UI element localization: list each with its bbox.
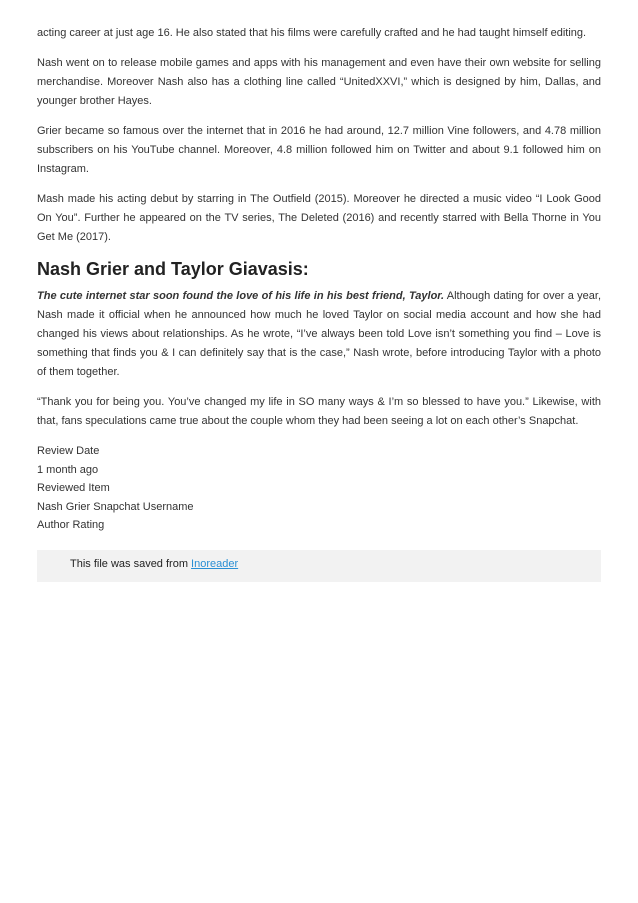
author-rating-label: Author Rating — [37, 519, 105, 531]
article-paragraph-1: acting career at just age 16. He also stated that his films were carefully crafted and he had taught himself editing. — [37, 27, 587, 39]
article-paragraph-2: Nash went on to release mobile games and apps with his management and even have their own website for selling merchandise. Moreover Nash also has a clothing line called “UnitedXXVI,” which is designed by him, Dallas, and younger brother Hayes. — [37, 57, 601, 107]
article-paragraph-4: Mash made his acting debut by starring in The Outfield (2015). Moreover he directed a music video “I Look Good On You”. Further he appeared on the TV series, The Deleted (2016) and recently starred with Bella Thorne in You Get Me (2017). — [37, 193, 601, 243]
section-lead: The cute internet star soon found the love of his life in his best friend, Taylor. — [37, 290, 445, 302]
article-page — [37, 24, 601, 582]
saved-from-footer — [37, 550, 601, 582]
reviewed-item-label: Reviewed Item — [37, 482, 110, 494]
review-meta — [37, 442, 601, 535]
footer-text: This file was saved from — [70, 557, 192, 570]
section-heading: Nash Grier and Taylor Giavasis: — [37, 259, 309, 279]
section-paragraph-2: “Thank you for being you. You’ve changed my life in SO many ways & I’m so blessed to have you.” Likewise, with that, fans speculations came true about the couple whom they had been seeing a lot on each other’s Snapchat. — [37, 396, 601, 427]
section-paragraph-1 — [37, 287, 601, 382]
review-date-value: 1 month ago — [37, 463, 99, 476]
inoreader-link[interactable]: Inoreader — [191, 557, 239, 570]
reviewed-item-value: Nash Grier Snapchat Username — [37, 500, 194, 513]
review-date-label: Review Date — [37, 445, 100, 457]
section-lead-rest: Although dating for over a year, Nash made it official when he announced how much he loved Taylor on social media account and how she had changed his views about relationships. As he wrote, “I’ve always been told Love isn’t something you find – Love is something that finds you & I can definitely say that is the case,” Nash wrote, before introducing Taylor with a photo of them together. — [37, 290, 601, 378]
article-paragraph-3: Grier became so famous over the internet that in 2016 he had around, 12.7 million Vine followers, and 4.78 million subscribers on his YouTube channel. Moreover, 4.8 million followed him on Twitter and about 9.1 followed him on Instagram. — [37, 125, 601, 175]
